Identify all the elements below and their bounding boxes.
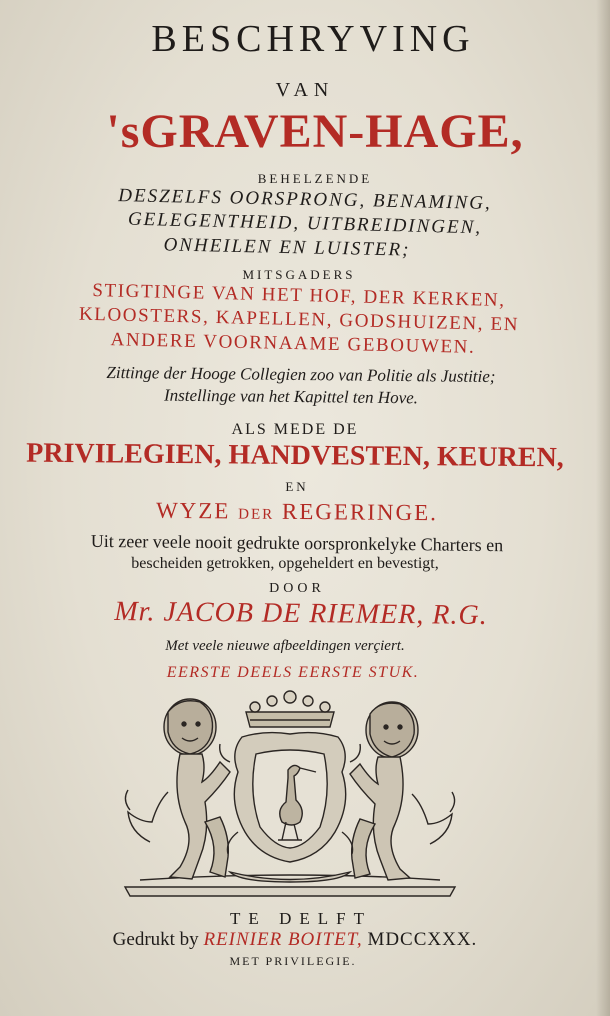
behelzende-line: BEHELZENDE	[257, 171, 373, 186]
en-line: EN	[285, 479, 309, 494]
alsmede-line: ALS MEDE DE	[231, 421, 359, 438]
title-van: VAN	[275, 79, 335, 101]
imprint-year: MDCCXXX.	[367, 929, 478, 950]
wyze-word: WYZE	[155, 497, 231, 524]
privilegien-line: PRIVILEGIEN, HANDVESTEN, KEUREN,	[26, 437, 564, 474]
uit-line-2: bescheiden getrokken, opgeheldert en bevestigt,	[131, 555, 439, 572]
zittinge-line-1: Zittinge der Hooge Collegien zoo van Politie als Justitie;	[106, 362, 496, 387]
stigtinge-line-1: STIGTINGE VAN HET HOF, DER KERKEN,	[92, 279, 506, 312]
printer-name: REINIER BOITET,	[203, 929, 363, 950]
author-line: Mr. JACOB DE RIEMER, R.G.	[114, 596, 488, 631]
door-line: DOOR	[269, 581, 325, 596]
book-title: BESCHRYVING	[151, 18, 475, 60]
description-line-2: GELEGENTHEID, UITBREIDINGEN,	[127, 208, 483, 239]
der-word: DER	[238, 506, 275, 523]
crown-icon	[246, 691, 334, 727]
wyze-line	[0, 497, 602, 525]
te-delft-line: TE DELFT	[230, 909, 372, 928]
place-name: 'sGRAVEN-HAGE,	[106, 105, 524, 158]
description-line-3: ONHEILEN EN LUISTER;	[163, 234, 411, 261]
stigtinge-line-2: KLOOSTERS, KAPELLEN, GODSHUIZEN, EN	[78, 303, 520, 336]
gedrukt-by: Gedrukt by	[112, 929, 199, 950]
left-lion-icon	[125, 699, 230, 879]
uit-line-1: Uit zeer veele nooit gedrukte oorspronkelyke Charters en	[90, 530, 504, 556]
stigtinge-line-3: ANDERE VOORNAAME GEBOUWEN.	[110, 329, 476, 358]
privilege-line: MET PRIVILEGIE.	[229, 954, 357, 968]
volume-line: EERSTE DEELS EERSTE STUK.	[166, 664, 420, 681]
illustrations-line: Met veele nieuwe afbeeldingen verçiert.	[165, 638, 405, 654]
coat-of-arms-engraving	[110, 682, 470, 902]
mitsgaders-line: MITSGADERS	[242, 267, 356, 282]
zittinge-line-2: Instellinge van het Kapittel ten Hove.	[163, 385, 419, 408]
right-lion-icon	[350, 702, 455, 880]
imprint-line	[0, 930, 600, 949]
regeringe-word: REGERINGE.	[281, 498, 439, 526]
crest-pedestal	[125, 887, 455, 896]
description-line-1: DESZELFS OORSPRONG, BENAMING,	[118, 185, 492, 214]
